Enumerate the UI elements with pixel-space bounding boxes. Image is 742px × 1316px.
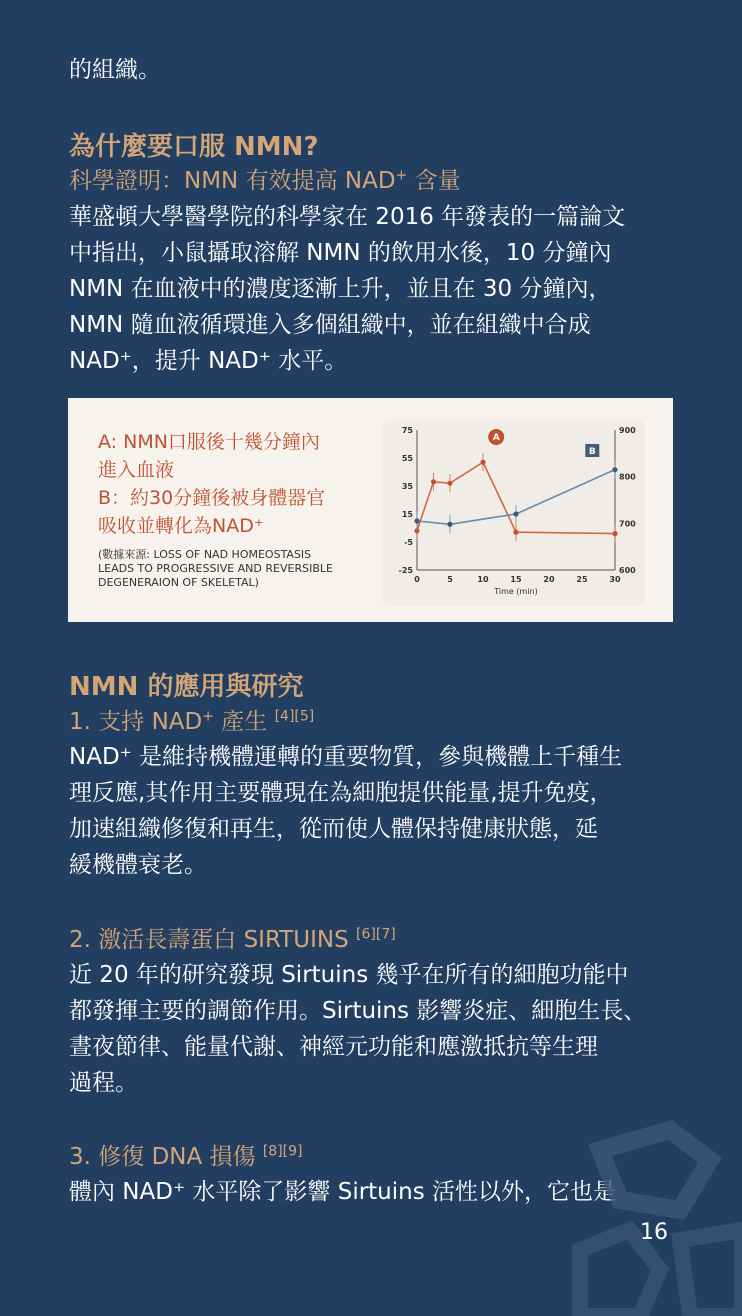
item3-line: 體內 NAD⁺ 水平除了影響 Sirtuins 活性以外，它也是 [69,1179,617,1205]
item3-title [69,1138,303,1171]
figure-caption [98,428,388,540]
y-left-tick-label: -5 [404,538,413,547]
x-tick-label: 30 [609,575,621,584]
x-tick-label: 25 [576,575,588,584]
data-point-A [431,479,436,484]
data-point-B [513,511,518,516]
item2-line: 近 20 年的研究發現 Sirtuins 幾乎在所有的細胞功能中 [69,962,629,988]
data-point-B [414,518,419,523]
marker-a-label: A [492,433,500,443]
section1-line: NAD⁺，提升 NAD⁺ 水平。 [69,348,348,374]
x-axis-label: Time (min) [494,587,538,596]
y-left-tick-label: 35 [401,482,413,491]
section1-line: 華盛頓大學醫學院的科學家在 2016 年發表的一篇論文 [69,204,626,230]
data-point-A [513,530,518,535]
x-tick-label: 15 [510,575,522,584]
y-left-tick-label: 15 [401,510,413,519]
item2-title-main: 2. 激活長壽蛋白 SIRTUINS [69,927,357,953]
y-left-tick-label: 75 [401,426,413,435]
section1-title: 為什麼要口服 NMN? [69,132,319,162]
data-point-B [612,467,617,472]
caption-line: A: NMN口服後十幾分鐘內 [98,431,320,453]
item3-refs: [8][9] [262,1143,303,1160]
flower-logo-watermark [560,1120,742,1316]
y-right-tick-label: 600 [619,566,636,575]
item1-title-main: 1. 支持 NAD [69,709,203,735]
nmn-figure [68,398,673,622]
y-right-tick-label: 800 [619,472,636,482]
item1-refs: [4][5] [274,708,315,725]
item2-body [69,957,673,1101]
item1-body [69,739,673,883]
page-number: 16 [640,1220,668,1245]
subtitle-sup: + [395,167,408,184]
item3-title-main: 3. 修復 DNA 損傷 [69,1144,263,1170]
source-line: LEADS TO PROGRESSIVE AND REVERSIBLE [98,562,333,575]
x-tick-label: 0 [414,575,420,584]
item1-line: NAD⁺ 是維持機體運轉的重要物質，參與機體上千種生 [69,744,623,770]
intro-text-end: 的組織。 [69,57,161,83]
y-left-tick-label: 55 [401,454,413,463]
figure-source [98,548,388,590]
data-point-A [447,481,452,486]
x-tick-label: 20 [543,575,555,584]
item1-title-sup: + [202,708,214,725]
section1-line: 中指出，小鼠攝取溶解 NMN 的飲用水後，10 分鐘內 [69,240,612,266]
item2-refs: [6][7] [356,926,396,943]
y-left-tick-label: -25 [398,566,413,575]
caption-line: 吸收並轉化為NAD⁺ [98,515,264,537]
data-point-A [612,531,617,536]
item2-line: 都發揮主要的調節作用。Sirtuins 影響炎症、細胞生長、 [69,998,647,1024]
data-point-A [480,460,485,465]
x-tick-label: 5 [447,575,453,584]
data-point-B [447,522,452,527]
section1-line: NMN 隨血液循環進入多個組織中，並在組織中合成 [69,312,591,338]
marker-b-label: B [588,447,596,457]
source-line: (數據來源: LOSS OF NAD HOMEOSTASIS [98,548,312,561]
item1-title [69,703,314,736]
item1-line: 緩機體衰老。 [69,852,207,878]
item2-line: 過程。 [69,1070,138,1096]
x-tick-label: 10 [477,575,489,584]
nmn-chart [383,420,645,606]
item1-title-end: 產生 [213,709,275,735]
section1-line: NMN 在血液中的濃度逐漸上升，並且在 30 分鐘內， [69,276,612,302]
caption-line: 進入血液 [98,459,175,481]
section1-body [69,199,673,379]
item1-line: 加速組織修復和再生，從而使人體保持健康狀態，延 [69,816,598,842]
item2-title [69,921,396,954]
subtitle-end: 含量 [407,168,461,194]
item2-line: 晝夜節律、能量代謝、神經元功能和應激抵抗等生理 [69,1034,598,1060]
source-line: DEGENERAION OF SKELETAL) [98,576,259,589]
item1-line: 理反應,其作用主要體現在為細胞提供能量,提升免疫， [69,780,613,806]
caption-line: B：約30分鐘後被身體器官 [98,487,326,509]
y-right-tick-label: 700 [619,519,636,529]
section1-subtitle [69,162,461,195]
section2-title: NMN 的應用與研究 [69,672,304,702]
chart-svg [383,420,645,606]
subtitle-main: 科學證明：NMN 有效提高 NAD [69,168,396,194]
y-right-tick-label: 900 [619,426,636,435]
